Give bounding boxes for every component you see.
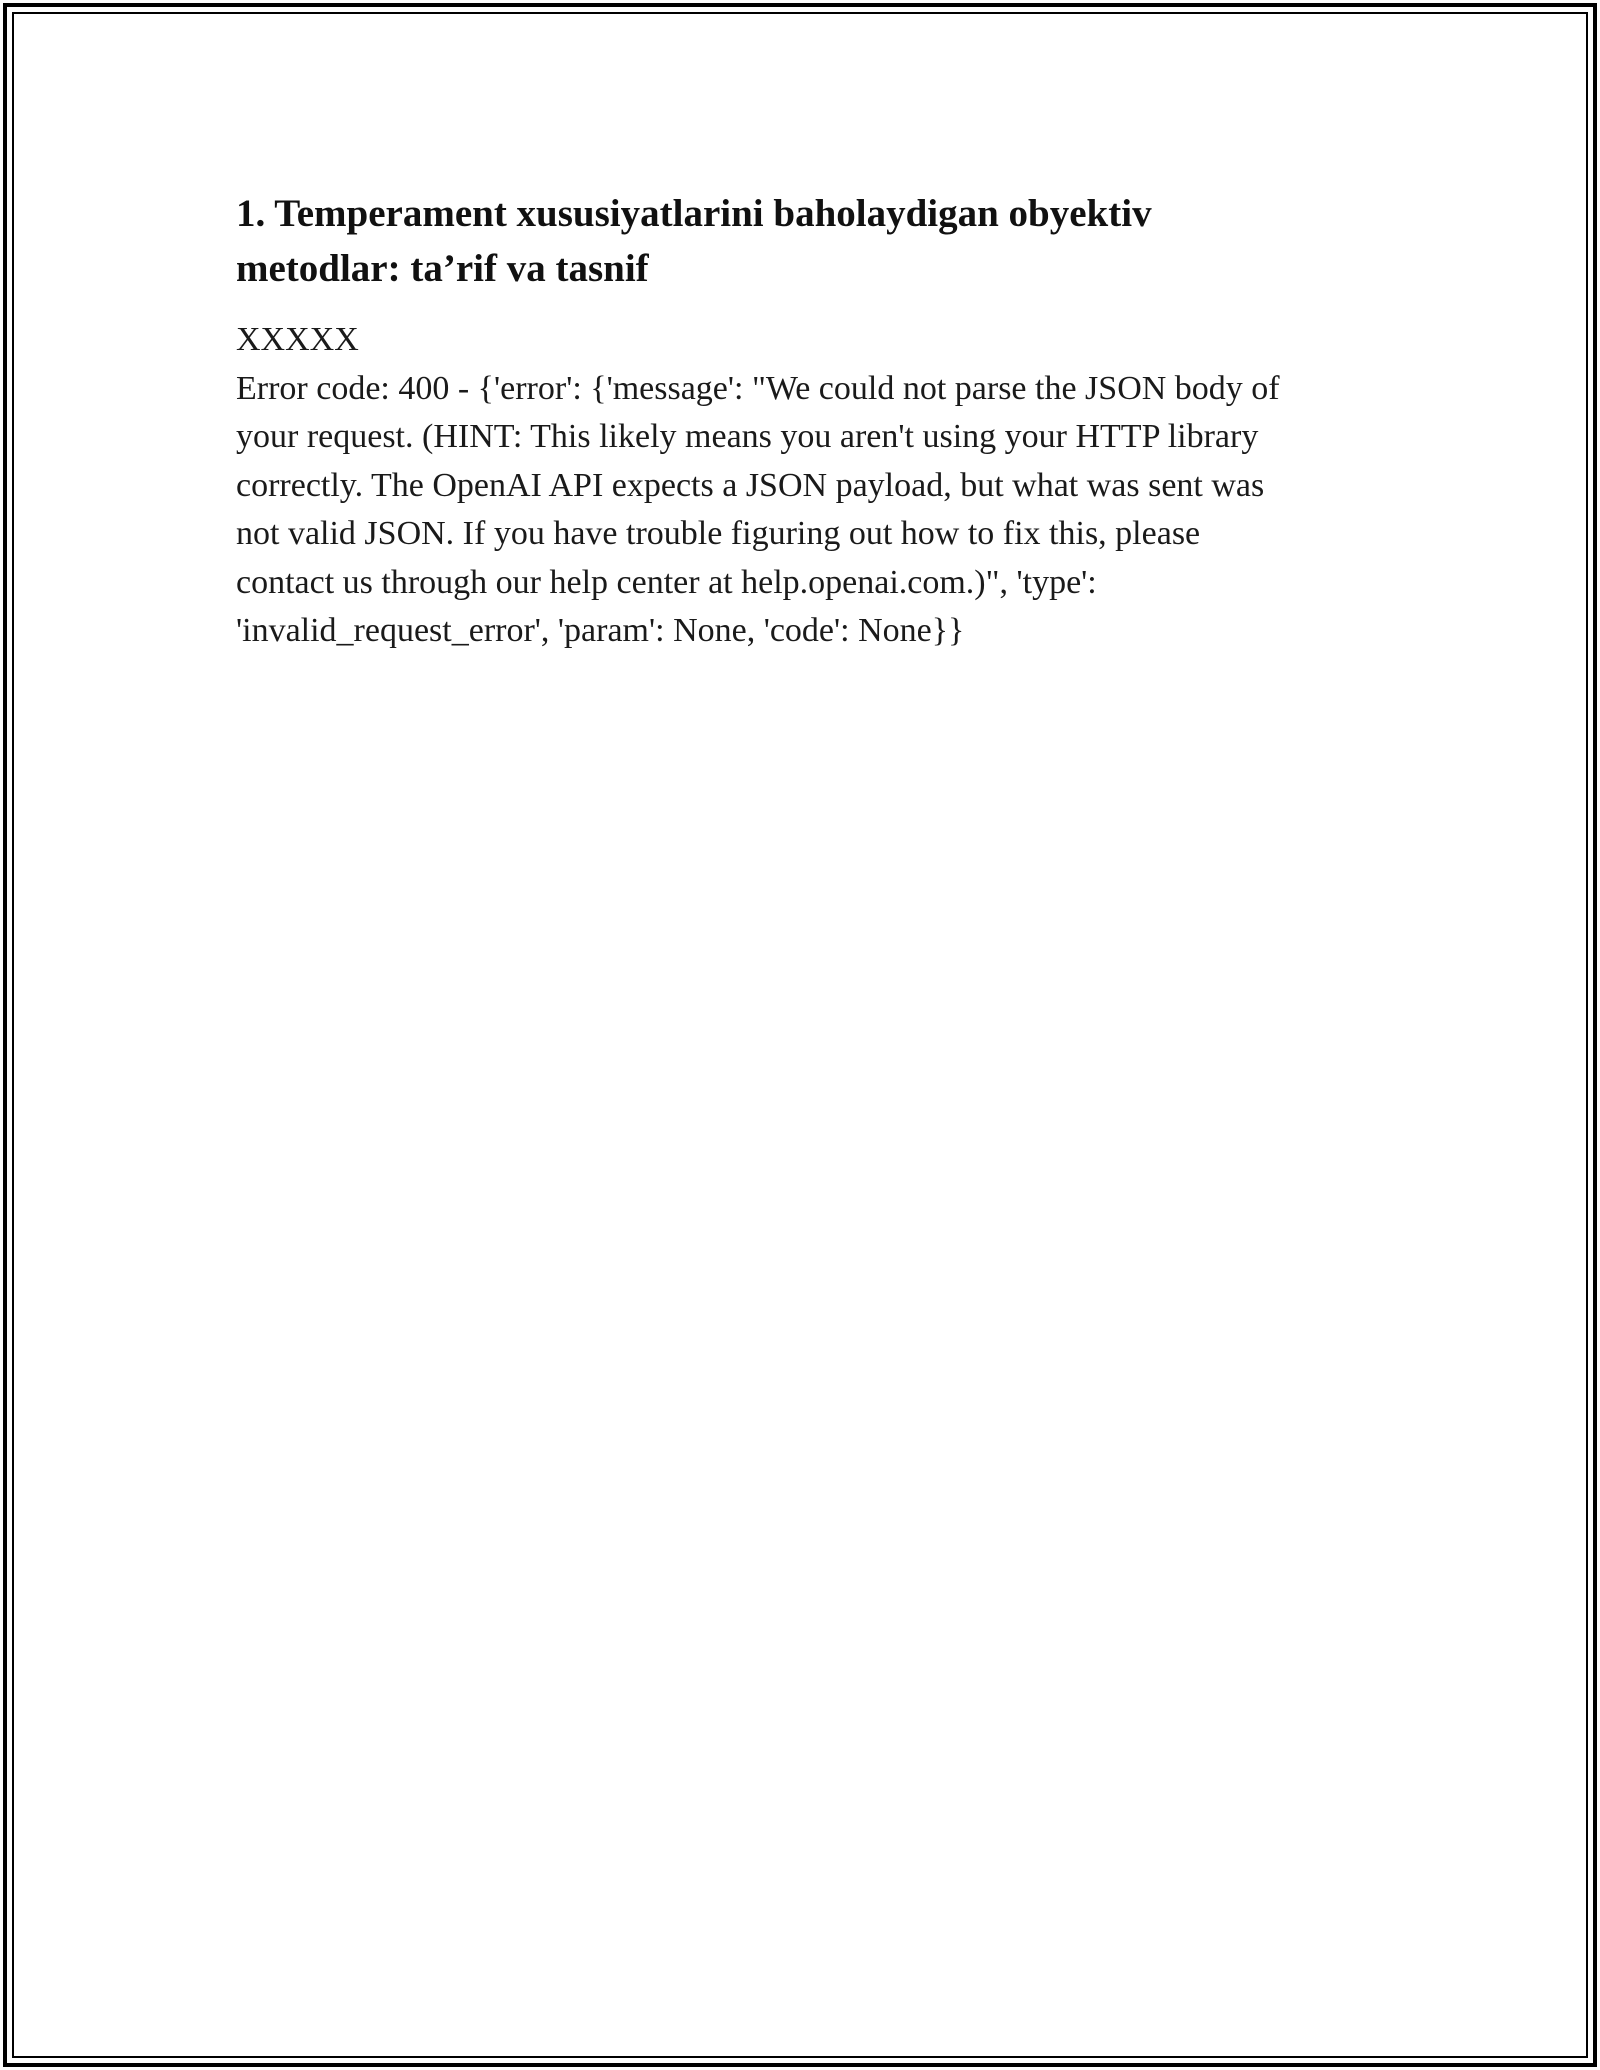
error-line-2: your request. (HINT: This likely means you aren't using your HTTP library [236,418,1259,455]
error-line-5: contact us through our help center at help.openai.com.)", 'type': [236,563,1097,601]
placeholder-text: XXXXX [236,321,359,358]
section-heading-line-2: metodlar: ta’rif va tasnif [236,247,649,290]
document-content [236,186,1376,656]
error-line-3: correctly. The OpenAI API expects a JSON payload, but what was sent was [236,466,1265,504]
error-line-4: not valid JSON. If you have trouble figuring out how to fix this, please [236,515,1201,552]
section-heading [236,186,1376,296]
section-heading-line-1: 1. Temperament xususiyatlarini baholaydigan obyektiv [236,192,1152,235]
error-line-6: 'invalid_request_error', 'param': None, 'code': None}} [236,612,965,649]
section-body [236,316,1376,656]
error-line-1: Error code: 400 - {'error': {'message': "We could not parse the JSON body of [236,369,1280,407]
